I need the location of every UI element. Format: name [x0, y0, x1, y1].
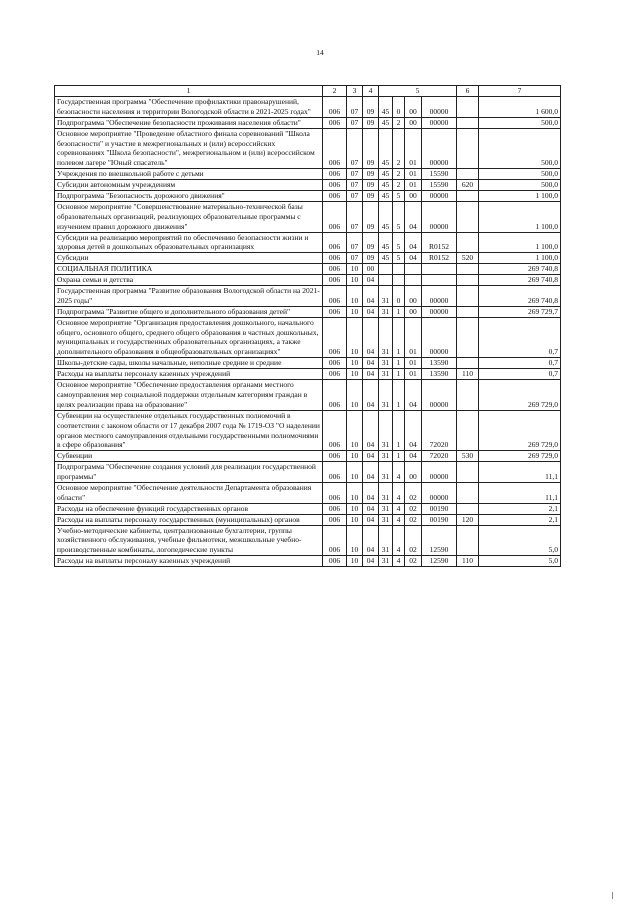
col-6-cell: 110	[457, 556, 479, 567]
col-3-cell: 10	[347, 462, 363, 483]
col-5c-cell: 00	[405, 462, 422, 483]
col-7-amount: 11,1	[479, 482, 561, 503]
col-6-cell: 120	[457, 514, 479, 525]
col-6-cell	[457, 358, 479, 369]
col-2-cell: 006	[323, 482, 347, 503]
col-5a-cell: 45	[379, 180, 393, 191]
col-3-cell: 07	[347, 117, 363, 128]
col-3-cell: 10	[347, 264, 363, 275]
col-3-cell: 07	[347, 180, 363, 191]
col-4-cell: 09	[363, 128, 379, 169]
col-2-cell: 006	[323, 525, 347, 556]
row-name: Государственная программа "Обеспечение профилактики правонарушений, безопасности населения и территории Вологодской области в 2021-2025 годах"	[55, 97, 323, 118]
row-name: Расходы на обеспечение функций государственных органов	[55, 503, 323, 514]
col-3-cell: 10	[347, 482, 363, 503]
col-5c-cell: 02	[405, 503, 422, 514]
col-5a-cell	[379, 275, 393, 286]
col-4-cell: 04	[363, 514, 379, 525]
col-5b-cell: 2	[393, 117, 405, 128]
col-7-amount: 1 100,0	[479, 191, 561, 202]
col-5c-cell: 04	[405, 253, 422, 264]
col-2-cell: 006	[323, 97, 347, 118]
col-7-amount: 1 100,0	[479, 201, 561, 232]
row-name: Подпрограмма "Безопасность дорожного движения"	[55, 191, 323, 202]
col-4-cell: 04	[363, 482, 379, 503]
col-5b-cell: 4	[393, 462, 405, 483]
col-5c-cell: 02	[405, 482, 422, 503]
col-5d-cell: 00000	[422, 117, 457, 128]
col-5b-cell: 0	[393, 286, 405, 307]
col-5d-cell: 00000	[422, 482, 457, 503]
col-2-cell: 006	[323, 180, 347, 191]
col-4-cell: 04	[363, 410, 379, 451]
col-5a-cell: 31	[379, 503, 393, 514]
col-5d-cell: 72020	[422, 451, 457, 462]
col-5c-cell: 00	[405, 286, 422, 307]
row-name: Государственная программа "Развитие образования Вологодской области на 2021-2025 годы"	[55, 286, 323, 307]
col-2-cell: 006	[323, 451, 347, 462]
header-cell: 7	[479, 86, 561, 97]
col-7-amount: 1 600,0	[479, 97, 561, 118]
col-6-cell	[457, 410, 479, 451]
table-row	[55, 369, 561, 380]
col-5d-cell: 00000	[422, 128, 457, 169]
col-2-cell: 006	[323, 128, 347, 169]
col-7-amount: 0,7	[479, 317, 561, 358]
col-5d-cell: 00000	[422, 317, 457, 358]
col-4-cell: 04	[363, 369, 379, 380]
table-row	[55, 169, 561, 180]
col-7-amount: 5,0	[479, 556, 561, 567]
table-row	[55, 317, 561, 358]
col-5a-cell: 31	[379, 556, 393, 567]
table-row	[55, 232, 561, 253]
col-5b-cell: 0	[393, 97, 405, 118]
col-4-cell: 09	[363, 201, 379, 232]
col-5a-cell	[379, 264, 393, 275]
col-5b-cell: 1	[393, 380, 405, 411]
col-2-cell: 006	[323, 410, 347, 451]
col-5c-cell: 01	[405, 317, 422, 358]
col-6-cell	[457, 169, 479, 180]
table-row	[55, 201, 561, 232]
col-5a-cell: 31	[379, 286, 393, 307]
col-7-amount: 11,1	[479, 462, 561, 483]
col-5b-cell: 2	[393, 169, 405, 180]
col-4-cell: 04	[363, 380, 379, 411]
col-2-cell: 006	[323, 191, 347, 202]
col-4-cell: 00	[363, 264, 379, 275]
col-5d-cell: 00000	[422, 306, 457, 317]
col-4-cell: 04	[363, 556, 379, 567]
col-2-cell: 006	[323, 556, 347, 567]
col-5d-cell: 00190	[422, 514, 457, 525]
table-row	[55, 191, 561, 202]
col-5a-cell: 45	[379, 169, 393, 180]
col-5c-cell: 01	[405, 128, 422, 169]
col-5b-cell: 4	[393, 556, 405, 567]
row-name: Расходы на выплаты персоналу казенных учреждений	[55, 556, 323, 567]
col-5a-cell: 45	[379, 97, 393, 118]
col-2-cell: 006	[323, 462, 347, 483]
col-2-cell: 006	[323, 117, 347, 128]
table-row	[55, 253, 561, 264]
col-6-cell: 520	[457, 253, 479, 264]
header-cell: 6	[457, 86, 479, 97]
col-4-cell: 04	[363, 503, 379, 514]
col-5d-cell: 13590	[422, 369, 457, 380]
col-2-cell: 006	[323, 317, 347, 358]
row-name: Основное мероприятие "Обеспечение деятельности Департамента образования области"	[55, 482, 323, 503]
col-5b-cell: 5	[393, 191, 405, 202]
col-5d-cell: 72020	[422, 410, 457, 451]
col-5b-cell: 4	[393, 482, 405, 503]
table-row	[55, 514, 561, 525]
col-5a-cell: 31	[379, 451, 393, 462]
col-5d-cell: 00190	[422, 503, 457, 514]
table-row	[55, 286, 561, 307]
col-5b-cell	[393, 275, 405, 286]
col-5a-cell: 31	[379, 462, 393, 483]
col-5a-cell: 45	[379, 128, 393, 169]
col-4-cell: 04	[363, 358, 379, 369]
col-7-amount: 2,1	[479, 514, 561, 525]
table-row	[55, 306, 561, 317]
col-2-cell: 006	[323, 275, 347, 286]
col-5b-cell	[393, 264, 405, 275]
col-2-cell: 006	[323, 306, 347, 317]
row-name: Учебно-методические кабинеты, централизованные бухгалтерии, группы хозяйственного обслуживания, учебные фильмотеки, межшкольные учебно-производственные комбинаты, логопедические пункты	[55, 525, 323, 556]
col-6-cell	[457, 525, 479, 556]
col-3-cell: 10	[347, 514, 363, 525]
table-row	[55, 358, 561, 369]
col-5b-cell: 2	[393, 180, 405, 191]
table-row	[55, 556, 561, 567]
col-7-amount: 269 740,8	[479, 264, 561, 275]
table-row	[55, 462, 561, 483]
col-7-amount: 0,7	[479, 369, 561, 380]
row-name: Субвенции	[55, 451, 323, 462]
col-4-cell: 09	[363, 232, 379, 253]
col-2-cell: 006	[323, 264, 347, 275]
col-3-cell: 07	[347, 191, 363, 202]
table-row	[55, 264, 561, 275]
col-6-cell	[457, 201, 479, 232]
col-2-cell: 006	[323, 380, 347, 411]
col-5c-cell: 04	[405, 380, 422, 411]
col-4-cell: 04	[363, 306, 379, 317]
col-6-cell	[457, 117, 479, 128]
col-3-cell: 10	[347, 556, 363, 567]
header-cell: 1	[55, 86, 323, 97]
col-3-cell: 10	[347, 317, 363, 358]
col-3-cell: 07	[347, 201, 363, 232]
col-6-cell: 530	[457, 451, 479, 462]
col-5c-cell: 02	[405, 514, 422, 525]
table-row	[55, 180, 561, 191]
col-6-cell	[457, 286, 479, 307]
row-name: Основное мероприятие "Организация предоставления дошкольного, начального общего, основного общего, среднего общего образования в частных дошкольных, муниципальных и государственных образовательных организациях, а также дополнительного образования в общеобразовательных организациях"	[55, 317, 323, 358]
col-7-amount: 269 729,0	[479, 380, 561, 411]
col-4-cell: 04	[363, 317, 379, 358]
col-2-cell: 006	[323, 169, 347, 180]
col-5a-cell: 45	[379, 117, 393, 128]
col-5a-cell: 45	[379, 253, 393, 264]
table-row	[55, 410, 561, 451]
table-row	[55, 503, 561, 514]
col-5c-cell: 01	[405, 358, 422, 369]
col-6-cell	[457, 97, 479, 118]
col-5a-cell: 31	[379, 306, 393, 317]
col-2-cell: 006	[323, 253, 347, 264]
col-7-amount: 269 729,0	[479, 410, 561, 451]
budget-table	[54, 85, 561, 567]
row-name: Расходы на выплаты персоналу казенных учреждений	[55, 369, 323, 380]
col-5c-cell: 01	[405, 369, 422, 380]
col-6-cell	[457, 380, 479, 411]
col-5d-cell: 12590	[422, 525, 457, 556]
col-5b-cell: 1	[393, 358, 405, 369]
col-5d-cell	[422, 264, 457, 275]
col-5b-cell: 4	[393, 514, 405, 525]
col-5d-cell: 15590	[422, 180, 457, 191]
row-name: Субсидии на реализацию мероприятий по обеспечению безопасности жизни и здоровья детей в дошкольных образовательных организациях	[55, 232, 323, 253]
col-7-amount: 2,1	[479, 503, 561, 514]
col-4-cell: 09	[363, 191, 379, 202]
col-6-cell	[457, 482, 479, 503]
col-3-cell: 10	[347, 410, 363, 451]
col-5a-cell: 31	[379, 410, 393, 451]
row-name: Основное мероприятие "Обеспечение предоставления органами местного самоуправления мер социальной поддержки отдельным категориям граждан в целях реализации права на образование"	[55, 380, 323, 411]
col-4-cell: 04	[363, 275, 379, 286]
row-name: Расходы на выплаты персоналу государственных (муниципальных) органов	[55, 514, 323, 525]
col-7-amount: 500,0	[479, 169, 561, 180]
col-5a-cell: 45	[379, 201, 393, 232]
header-row	[55, 86, 561, 97]
row-name: Субсидии	[55, 253, 323, 264]
table-row	[55, 525, 561, 556]
col-5b-cell: 5	[393, 201, 405, 232]
col-7-amount: 500,0	[479, 180, 561, 191]
header-cell: 5	[379, 86, 457, 97]
col-5d-cell	[422, 275, 457, 286]
col-7-amount: 1 100,0	[479, 253, 561, 264]
col-4-cell: 09	[363, 253, 379, 264]
col-6-cell	[457, 191, 479, 202]
col-5d-cell: 15590	[422, 169, 457, 180]
row-name: Школы-детские сады, школы начальные, неполные средние и средние	[55, 358, 323, 369]
col-5c-cell: 04	[405, 451, 422, 462]
col-3-cell: 07	[347, 169, 363, 180]
col-5d-cell: R0152	[422, 232, 457, 253]
col-3-cell: 10	[347, 503, 363, 514]
col-2-cell: 006	[323, 201, 347, 232]
col-6-cell	[457, 232, 479, 253]
col-5d-cell: 00000	[422, 201, 457, 232]
col-3-cell: 10	[347, 369, 363, 380]
col-5d-cell: 00000	[422, 191, 457, 202]
col-3-cell: 10	[347, 380, 363, 411]
table-row	[55, 380, 561, 411]
col-6-cell	[457, 317, 479, 358]
col-7-amount: 500,0	[479, 128, 561, 169]
col-5b-cell: 1	[393, 369, 405, 380]
col-5d-cell: 00000	[422, 462, 457, 483]
col-3-cell: 10	[347, 286, 363, 307]
col-3-cell: 10	[347, 358, 363, 369]
col-4-cell: 09	[363, 169, 379, 180]
col-5c-cell: 01	[405, 180, 422, 191]
col-6-cell	[457, 275, 479, 286]
col-5a-cell: 31	[379, 525, 393, 556]
col-2-cell: 006	[323, 369, 347, 380]
col-3-cell: 07	[347, 128, 363, 169]
page-number: 14	[316, 48, 324, 57]
col-5a-cell: 31	[379, 482, 393, 503]
col-5d-cell: 13590	[422, 358, 457, 369]
col-2-cell: 006	[323, 503, 347, 514]
col-5c-cell: 00	[405, 306, 422, 317]
col-5b-cell: 5	[393, 232, 405, 253]
scan-edge-mark	[612, 892, 613, 899]
col-6-cell: 110	[457, 369, 479, 380]
col-4-cell: 09	[363, 97, 379, 118]
table-row	[55, 128, 561, 169]
col-5a-cell: 45	[379, 232, 393, 253]
col-2-cell: 006	[323, 286, 347, 307]
col-3-cell: 10	[347, 451, 363, 462]
table-row	[55, 97, 561, 118]
col-5c-cell: 04	[405, 410, 422, 451]
header-cell: 3	[347, 86, 363, 97]
col-5c-cell	[405, 275, 422, 286]
col-5c-cell: 00	[405, 191, 422, 202]
row-name: Учреждения по внешкольной работе с детьми	[55, 169, 323, 180]
col-7-amount: 0,7	[479, 358, 561, 369]
col-6-cell	[457, 306, 479, 317]
col-6-cell	[457, 503, 479, 514]
col-5b-cell: 1	[393, 410, 405, 451]
col-5a-cell: 31	[379, 358, 393, 369]
col-5d-cell: R0152	[422, 253, 457, 264]
col-5a-cell: 31	[379, 317, 393, 358]
col-2-cell: 006	[323, 514, 347, 525]
row-name: Основное мероприятие "Совершенствование материально-технической базы образовательных организаций, реализующих образовательные программы с изучением правил дорожного движения"	[55, 201, 323, 232]
col-5c-cell: 00	[405, 117, 422, 128]
col-3-cell: 10	[347, 275, 363, 286]
row-name: Подпрограмма "Обеспечение безопасности проживания населения области"	[55, 117, 323, 128]
table-row	[55, 117, 561, 128]
table-row	[55, 482, 561, 503]
col-5a-cell: 31	[379, 369, 393, 380]
col-5d-cell: 12590	[422, 556, 457, 567]
col-7-amount: 500,0	[479, 117, 561, 128]
header-cell: 2	[323, 86, 347, 97]
col-5a-cell: 31	[379, 380, 393, 411]
col-7-amount: 1 100,0	[479, 232, 561, 253]
col-6-cell	[457, 128, 479, 169]
row-name: СОЦИАЛЬНАЯ ПОЛИТИКА	[55, 264, 323, 275]
col-5b-cell: 5	[393, 253, 405, 264]
row-name: Подпрограмма "Обеспечение создания условий для реализации государственной программы"	[55, 462, 323, 483]
row-name: Подпрограмма "Развитие общего и дополнительного образования детей"	[55, 306, 323, 317]
row-name: Субсидии автономным учреждениям	[55, 180, 323, 191]
col-5d-cell: 00000	[422, 97, 457, 118]
row-name: Субвенции на осуществление отдельных государственных полномочий в соответствии с законом области от 17 декабря 2007 года № 1719-ОЗ "О наделении органов местного самоуправления отдельными государственными полномочиями в сфере образования"	[55, 410, 323, 451]
col-7-amount: 269 740,8	[479, 286, 561, 307]
col-6-cell: 620	[457, 180, 479, 191]
col-3-cell: 10	[347, 306, 363, 317]
col-3-cell: 10	[347, 525, 363, 556]
col-7-amount: 269 729,7	[479, 306, 561, 317]
col-6-cell	[457, 462, 479, 483]
col-7-amount: 269 729,0	[479, 451, 561, 462]
col-3-cell: 07	[347, 253, 363, 264]
col-4-cell: 09	[363, 180, 379, 191]
row-name: Охрана семьи и детства	[55, 275, 323, 286]
col-5d-cell: 00000	[422, 380, 457, 411]
col-5c-cell	[405, 264, 422, 275]
col-5c-cell: 04	[405, 232, 422, 253]
col-2-cell: 006	[323, 232, 347, 253]
col-5b-cell: 1	[393, 451, 405, 462]
table-row	[55, 451, 561, 462]
col-5d-cell: 00000	[422, 286, 457, 307]
col-5b-cell: 1	[393, 306, 405, 317]
col-4-cell: 04	[363, 286, 379, 307]
col-4-cell: 04	[363, 525, 379, 556]
col-4-cell: 04	[363, 451, 379, 462]
col-5b-cell: 1	[393, 317, 405, 358]
col-5c-cell: 02	[405, 525, 422, 556]
col-6-cell	[457, 264, 479, 275]
col-2-cell: 006	[323, 358, 347, 369]
col-5b-cell: 2	[393, 128, 405, 169]
table-row	[55, 275, 561, 286]
col-5a-cell: 31	[379, 514, 393, 525]
col-7-amount: 5,0	[479, 525, 561, 556]
col-3-cell: 07	[347, 232, 363, 253]
col-4-cell: 09	[363, 117, 379, 128]
header-cell: 4	[363, 86, 379, 97]
col-5b-cell: 4	[393, 525, 405, 556]
col-5c-cell: 01	[405, 169, 422, 180]
row-name: Основное мероприятие "Проведение областного финала соревнований "Школа безопасности" и участие в межрегиональных и (или) всероссийских соревнованиях "Школа безопасности", межрегиональном и (или) всероссийском полевом лагере "Юный спасатель"	[55, 128, 323, 169]
col-5c-cell: 00	[405, 97, 422, 118]
col-7-amount: 269 740,8	[479, 275, 561, 286]
col-5c-cell: 02	[405, 556, 422, 567]
col-5a-cell: 45	[379, 191, 393, 202]
col-5b-cell: 4	[393, 503, 405, 514]
col-5c-cell: 04	[405, 201, 422, 232]
col-4-cell: 04	[363, 462, 379, 483]
col-3-cell: 07	[347, 97, 363, 118]
